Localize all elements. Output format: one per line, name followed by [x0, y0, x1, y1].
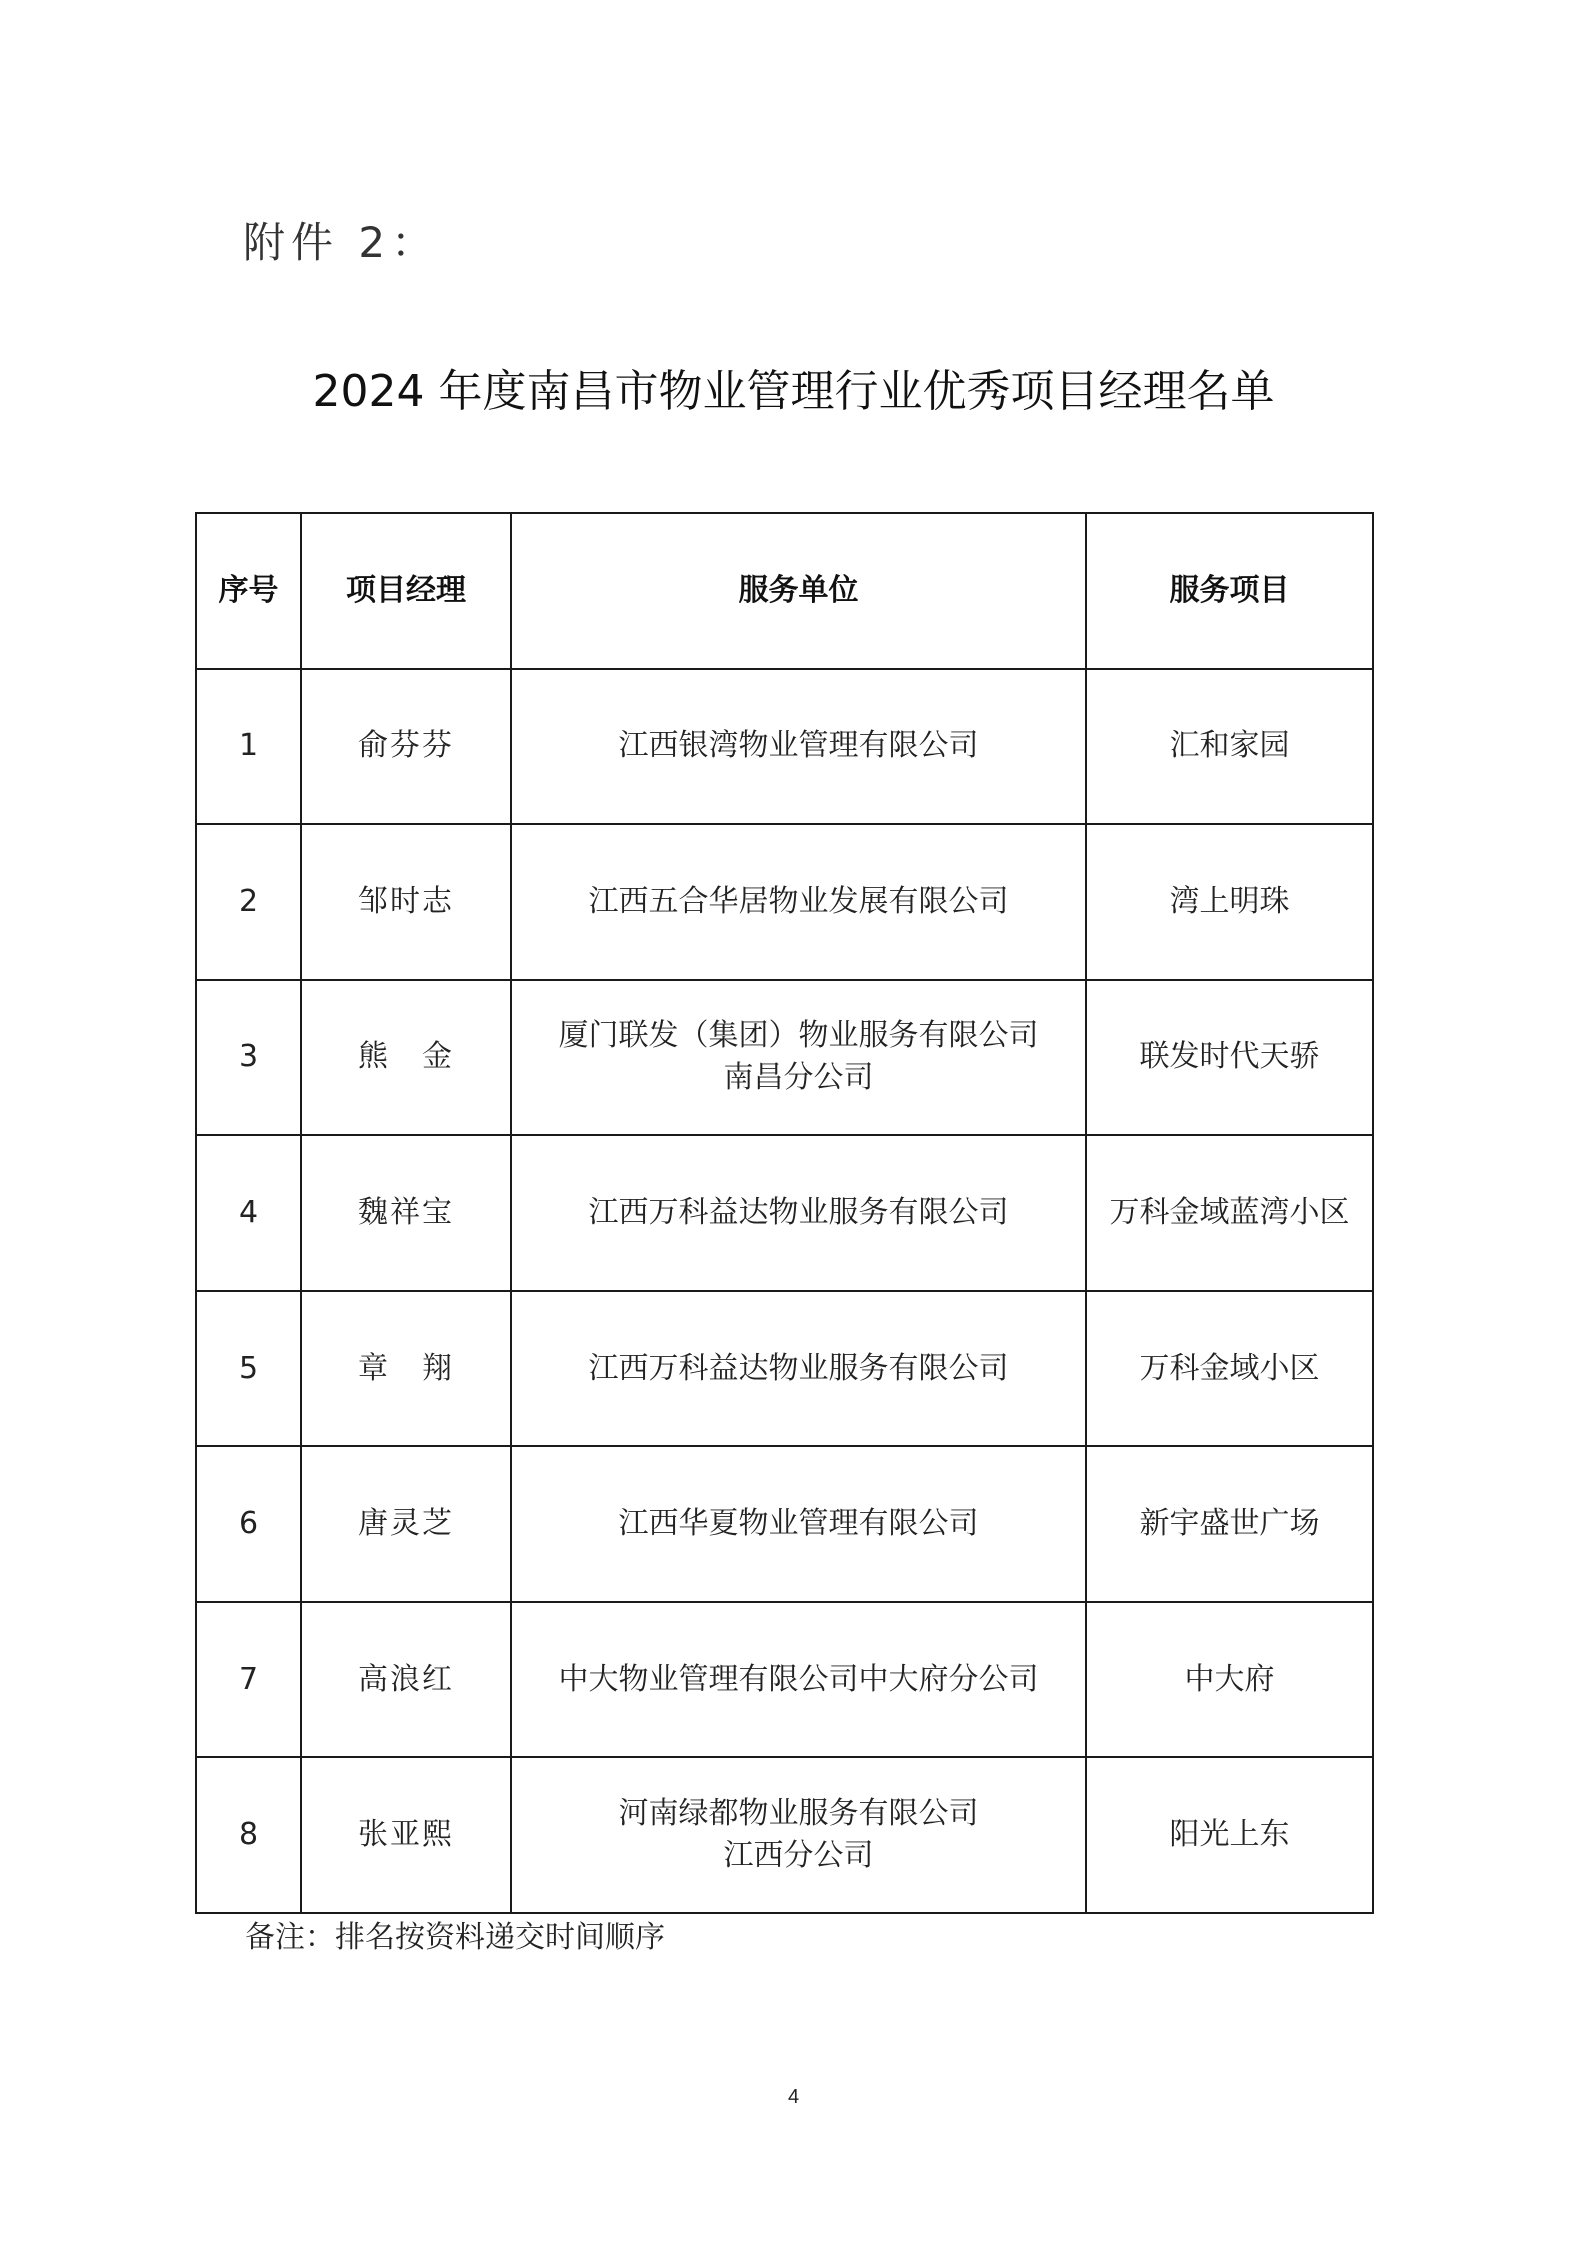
- cell-no: 6: [196, 1446, 301, 1602]
- unit-line: 河南绿都物业服务有限公司: [618, 1796, 979, 1832]
- unit-line: 江西银湾物业管理有限公司: [618, 728, 979, 764]
- table-row: [196, 669, 1373, 825]
- cell-project: 中大府: [1086, 1602, 1373, 1758]
- cell-unit: [511, 980, 1086, 1136]
- footnote: 备注：排名按资料递交时间顺序: [245, 1920, 665, 1955]
- cell-unit: [511, 824, 1086, 980]
- page-number: 4: [787, 2086, 800, 2108]
- cell-no: 1: [196, 669, 301, 825]
- cell-project: 联发时代天骄: [1086, 980, 1373, 1136]
- unit-line: 南昌分公司: [723, 1060, 874, 1096]
- table-row: [196, 1135, 1373, 1291]
- cell-no: 8: [196, 1757, 301, 1913]
- cell-no: 2: [196, 824, 301, 980]
- attachment-label: 附件 2：: [243, 218, 440, 267]
- cell-manager: 魏祥宝: [301, 1135, 511, 1291]
- cell-no: 4: [196, 1135, 301, 1291]
- cell-no: 3: [196, 980, 301, 1136]
- document-title: 2024 年度南昌市物业管理行业优秀项目经理名单: [312, 366, 1275, 417]
- table-row: [196, 1291, 1373, 1447]
- table-row: [196, 824, 1373, 980]
- header-unit: 服务单位: [511, 513, 1086, 669]
- table-row: [196, 1757, 1373, 1913]
- cell-manager: 俞芬芬: [301, 669, 511, 825]
- header-no: 序号: [196, 513, 301, 669]
- cell-unit: [511, 1291, 1086, 1447]
- table-row: [196, 1446, 1373, 1602]
- unit-line: 江西分公司: [723, 1838, 874, 1874]
- cell-no: 5: [196, 1291, 301, 1447]
- cell-unit: [511, 1446, 1086, 1602]
- cell-project: 阳光上东: [1086, 1757, 1373, 1913]
- cell-no: 7: [196, 1602, 301, 1758]
- table-header-row: [196, 513, 1373, 669]
- cell-unit: [511, 1757, 1086, 1913]
- cell-project: 万科金域小区: [1086, 1291, 1373, 1447]
- header-manager: 项目经理: [301, 513, 511, 669]
- table-row: [196, 1602, 1373, 1758]
- manager-table: [195, 512, 1374, 1914]
- cell-unit: [511, 1602, 1086, 1758]
- unit-line: 江西五合华居物业发展有限公司: [588, 883, 1009, 919]
- cell-manager: 张亚熙: [301, 1757, 511, 1913]
- unit-line: 江西万科益达物业服务有限公司: [588, 1350, 1009, 1386]
- unit-line: 江西华夏物业管理有限公司: [618, 1506, 979, 1542]
- cell-manager: 熊 金: [301, 980, 511, 1136]
- unit-line: 中大物业管理有限公司中大府分公司: [558, 1661, 1039, 1697]
- cell-project: 汇和家园: [1086, 669, 1373, 825]
- cell-manager: 邹时志: [301, 824, 511, 980]
- cell-unit: [511, 1135, 1086, 1291]
- header-project: 服务项目: [1086, 513, 1373, 669]
- cell-project: 湾上明珠: [1086, 824, 1373, 980]
- unit-line: 江西万科益达物业服务有限公司: [588, 1194, 1009, 1230]
- table-row: [196, 980, 1373, 1136]
- unit-line: 厦门联发（集团）物业服务有限公司: [558, 1018, 1039, 1054]
- cell-project: 新宇盛世广场: [1086, 1446, 1373, 1602]
- cell-manager: 高浪红: [301, 1602, 511, 1758]
- cell-manager: 章 翔: [301, 1291, 511, 1447]
- cell-manager: 唐灵芝: [301, 1446, 511, 1602]
- cell-project: 万科金域蓝湾小区: [1086, 1135, 1373, 1291]
- cell-unit: [511, 669, 1086, 825]
